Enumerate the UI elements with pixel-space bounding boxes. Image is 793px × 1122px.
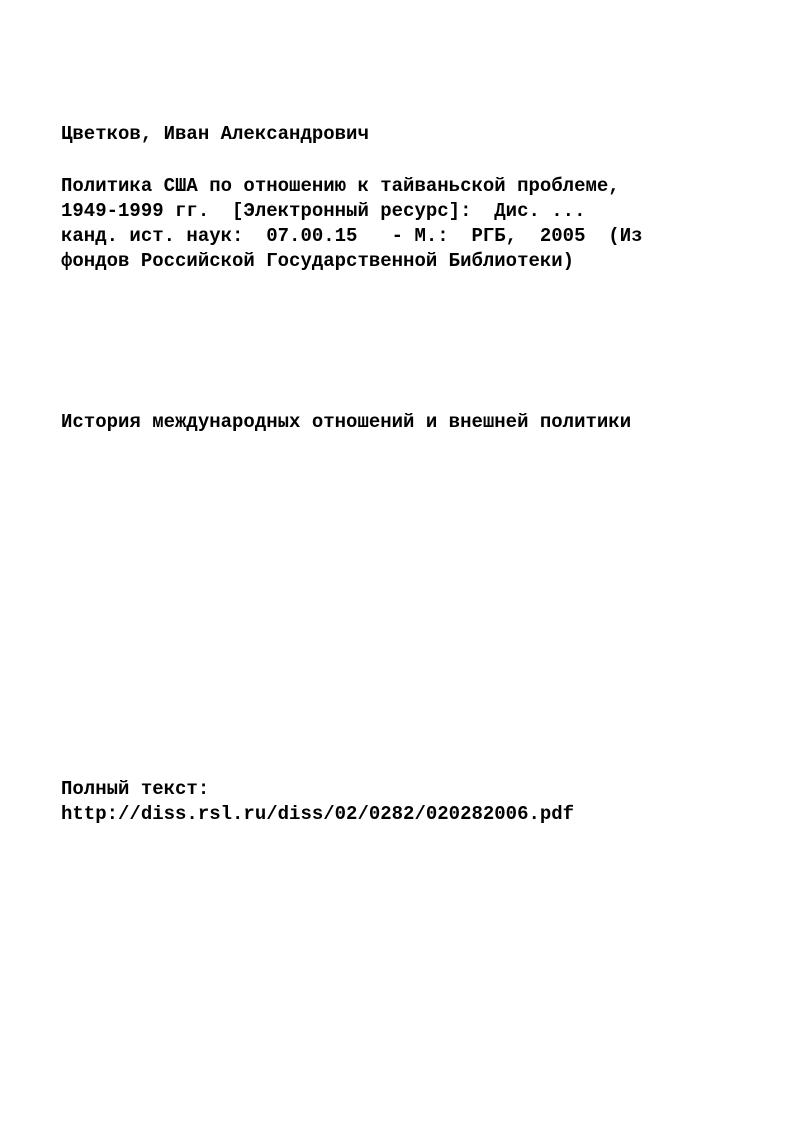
title-line: 1949-1999 гг. [Электронный ресурс]: Дис. ... <box>61 200 586 222</box>
title-line: канд. ист. наук: 07.00.15 - М.: РГБ, 2005 (Из <box>61 225 643 247</box>
title-line: Политика США по отношению к тайваньской проблеме, <box>61 175 620 197</box>
subject-heading: История международных отношений и внешней политики <box>61 411 632 433</box>
full-text-label: Полный текст: <box>61 778 210 800</box>
author-name: Цветков, Иван Александрович <box>61 123 369 145</box>
full-text-link[interactable]: http://diss.rsl.ru/diss/02/0282/020282006.pdf <box>61 803 575 825</box>
title-line: фондов Российской Государственной Библиотеки) <box>61 250 575 272</box>
